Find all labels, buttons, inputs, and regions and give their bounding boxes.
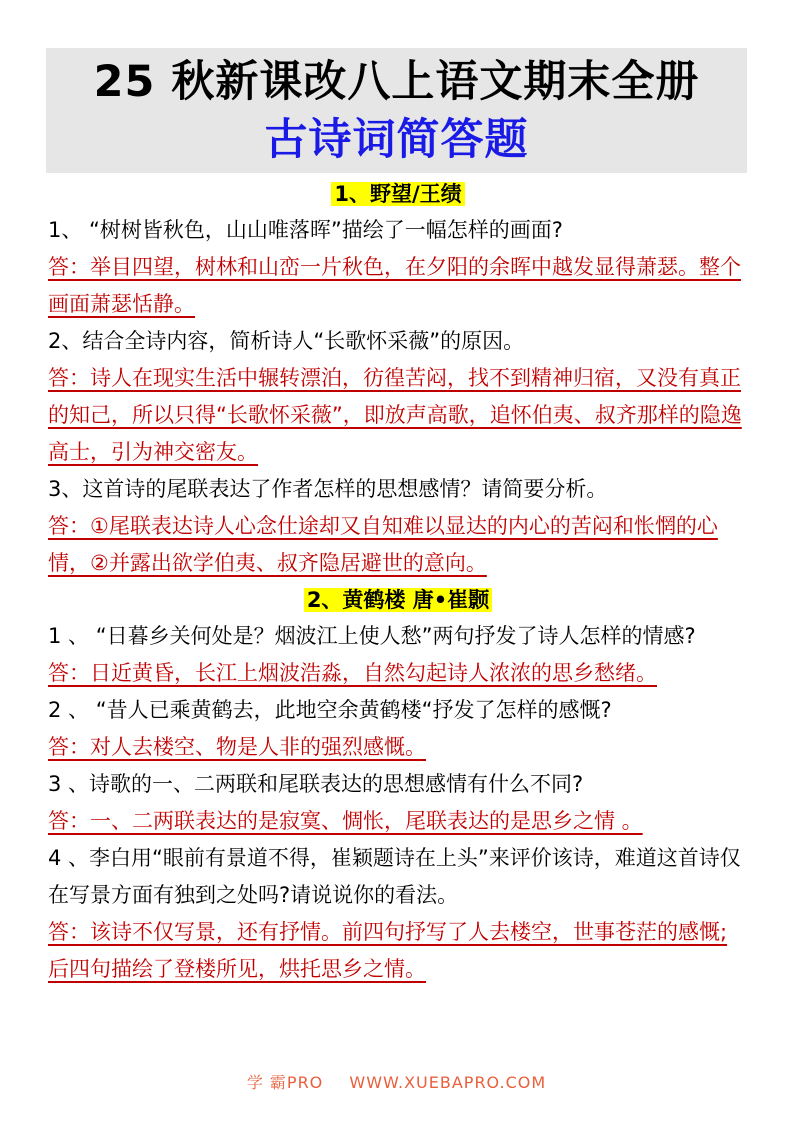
answer: 答：该诗不仅写景，还有抒情。前四句抒写了人去楼空，世事苍茫的感慨;后四句描绘了登楼所见，烘托思乡之情。 (48, 920, 728, 981)
section-title: 1、野望/王绩 (331, 182, 464, 206)
section-heading (48, 582, 748, 618)
page-subtitle: 古诗词简答题 (264, 115, 529, 165)
title-banner (46, 48, 747, 173)
answer: 答：一、二两联表达的是寂寞、惆怅，尾联表达的是思乡之情 。 (48, 809, 643, 833)
answer: 答：对人去楼空、物是人非的强烈感慨。 (48, 735, 426, 759)
answer: 答：举目四望，树林和山峦一片秋色，在夕阳的余晖中越发显得萧瑟。整个画面萧瑟恬静。 (48, 255, 741, 316)
answer: 答：日近黄昏，长江上烟波浩淼，自然勾起诗人浓浓的思乡愁绪。 (48, 661, 657, 685)
footer-brand: 学 霸PRO (246, 1073, 324, 1092)
answer: 答：诗人在现实生活中辗转漂泊，彷徨苦闷，找不到精神归宿，又没有真正的知己，所以只得“长歌怀采薇”，即放声高歌，追怀伯夷、叔齐那样的隐逸高士，引为神交密友。 (48, 366, 742, 464)
footer (0, 1070, 793, 1093)
question: 2、结合全诗内容，简析诗人“长歌怀采薇”的原因。 (48, 329, 525, 353)
question: 1 、 “日暮乡关何处是？烟波江上使人愁”两句抒发了诗人怎样的情感? (48, 624, 696, 648)
question: 3 、诗歌的一、二两联和尾联表达的思想感情有什么不同? (48, 772, 584, 796)
section-title: 2、黄鹤楼 唐•崔颢 (304, 588, 492, 612)
question: 4 、李白用“眼前有景道不得，崔颖题诗在上头”来评价该诗，难道这首诗仅在写景方面有独到之处吗?请说说你的看法。 (48, 846, 741, 907)
page-title: 25 秋新课改八上语文期末全册 (93, 57, 700, 107)
answer: 答：①尾联表达诗人心念仕途却又自知难以显达的内心的苦闷和怅惘的心情，②并露出欲学伯夷、叔齐隐居避世的意向。 (48, 514, 718, 575)
question: 3、这首诗的尾联表达了作者怎样的思想感情？请简要分析。 (48, 477, 608, 501)
footer-url[interactable]: WWW.XUEBAPRO.COM (349, 1073, 547, 1092)
question: 2 、 “昔人已乘黄鹤去，此地空余黄鹤楼“抒发了怎样的感慨? (48, 698, 612, 722)
question: 1、 “树树皆秋色，山山唯落晖”描绘了一幅怎样的画面? (48, 218, 563, 242)
section-heading (48, 176, 748, 212)
document-body (48, 176, 748, 988)
